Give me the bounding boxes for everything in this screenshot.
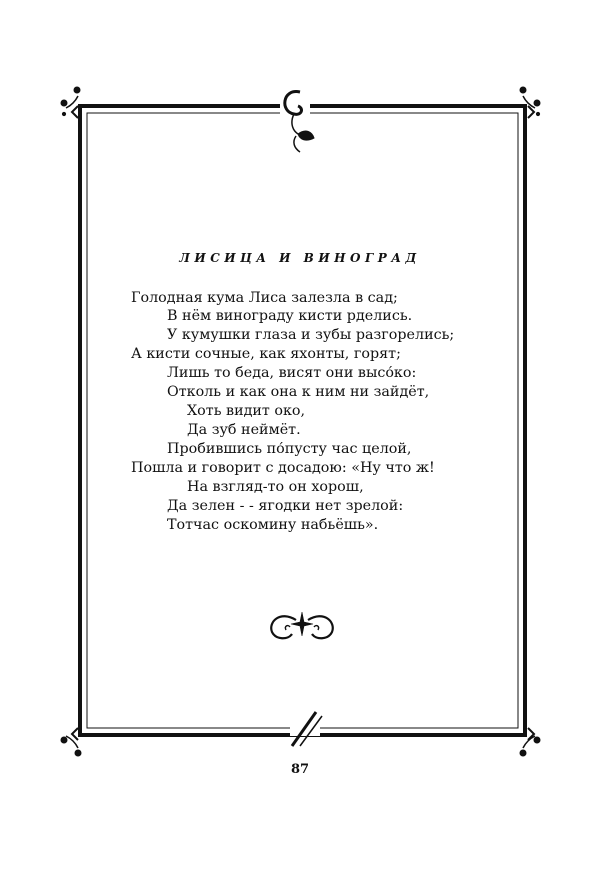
poem-line: Хоть видит око, — [187, 403, 306, 419]
page-number: 87 — [290, 762, 310, 777]
poem-line: У кумушки глаза и зубы разгорелись; — [167, 327, 455, 343]
poem-line: Да зуб неймёт. — [187, 422, 301, 438]
poem-line: Голодная кума Лиса залезла в сад; — [131, 290, 398, 306]
poem-line: В нём винограду кисти рделись. — [167, 308, 413, 324]
poem-line: Отколь и как она к ним ни зайдёт, — [167, 384, 430, 400]
center-flourish-ornament — [271, 612, 333, 638]
poem-line: Пробившись по́пусту час целой, — [167, 441, 412, 457]
bottom-slash-ornament — [290, 712, 322, 746]
poem-line: Да зелен - - ягодки нет зрелой: — [167, 498, 404, 514]
corner-ornament-top-left — [61, 87, 80, 118]
poem-line: На взгляд-то он хорош, — [187, 479, 364, 495]
poem-line: Лишь то беда, висят они высо́ко: — [167, 365, 417, 381]
poem-line: А кисти сочные, как яхонты, горят; — [131, 346, 401, 362]
poem-line: Тотчас оскомину набьёшь». — [167, 517, 379, 533]
poem-line: Пошла и говорит с досадою: «Ну что ж! — [131, 460, 435, 476]
top-hook-ornament — [280, 92, 314, 152]
poem-title: ЛИСИЦА И ВИНОГРАД — [179, 251, 421, 265]
